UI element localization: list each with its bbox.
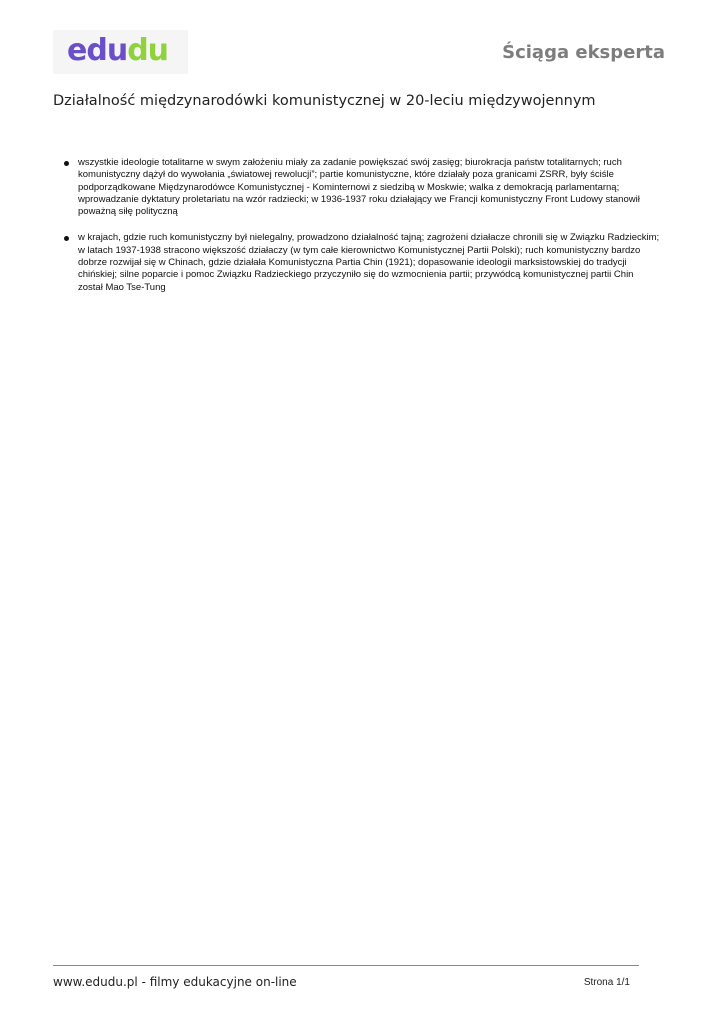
footer-divider [53,965,639,966]
logo-wordmark [67,32,168,70]
page-number: Strona 1/1 [583,977,630,988]
bullet-text: w krajach, gdzie ruch komunistyczny był nielegalny, prowadzono działalność tajną; zagrożeni działacze chronili się w Związku Radzieckim; w latach 1937-1938 stracono większość działaczy (w tym całe kierownictwo Komunistycznej Partii Polski); ruch komunistyczny bardzo dobrze rozwijał się w Chinach, gdzie działała Komunistyczna Partia Chin (1921); dopasowanie ideologii marksistowskiej do tradycji chińskiej; silne poparcie i pomoc Związku Radzieckiego przyczyniło się do wzmocnienia partii; przywódcą komunistycznej partii Chin został Mao Tse-Tung [78,232,660,293]
brand-logo [53,30,188,74]
list-item [64,232,660,293]
bullet-icon [64,236,69,241]
footer-site-link[interactable]: www.edudu.pl - filmy edukacyjne on-line [53,975,297,989]
header-tagline: Ściąga eksperta [502,42,665,63]
list-item [64,157,660,218]
logo-part-purple: edu [67,33,128,68]
bullet-icon [64,161,69,166]
bullet-list [64,157,660,308]
document-title: Działalność międzynarodówki komunistycznej w 20-leciu międzywojennym [53,93,596,109]
bullet-text: wszystkie ideologie totalitarne w swym założeniu miały za zadanie powiększać swój zasięg; biurokracja państw totalitarnych; ruch komunistyczny dążył do wywołania „światowej rewolucji”; partie komunistyczne, które działały poza granicami ZSRR, były ściśle podporządkowane Międzynarodówce Komunistycznej - Kominternowi z siedzibą w Moskwie; walka z demokracją parlamentarną; wprowadzanie dyktatury proletariatu na wzór radziecki; w 1936-1937 roku działający we Francji komunistyczny Front Ludowy stanowił poważną siłę polityczną [78,157,640,218]
logo-part-green: du [127,33,169,68]
